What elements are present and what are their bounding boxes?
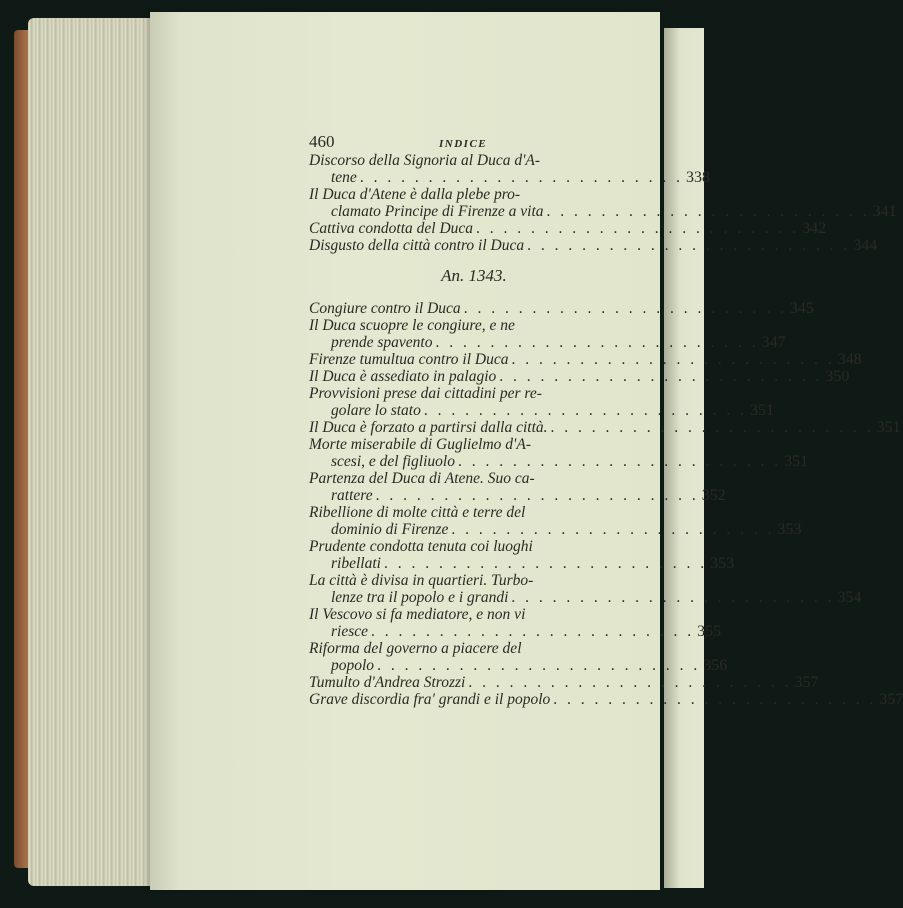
leader-dots: . . . . . . . . . . . . . . . . . . . . . . . .: [546, 203, 870, 220]
index-entry-page: 341: [872, 203, 897, 220]
leader-dots: . . . . . . . . . . . . . . . . . . . . . . . .: [463, 300, 787, 317]
index-entry-line: [309, 436, 599, 453]
index-entry: [309, 152, 710, 186]
leader-dots: . . . . . . . . . . . . . . . . . . . . . . . .: [457, 453, 782, 470]
leader-dots: . . . . . . . . . . . . . . . . . . . . . . . .: [383, 555, 708, 572]
leader-dots: . . . . . . . . . . . . . . . . . . . . . . . .: [553, 691, 877, 708]
index-entry: [309, 674, 819, 691]
index-entry-text: ribellati: [331, 555, 381, 572]
index-entry-text: Provvisioni prese dai cittadini per re-: [309, 385, 542, 402]
index-entry-line: [309, 419, 901, 436]
index-entry-page: 352: [701, 487, 726, 504]
index-entry-line: [309, 453, 809, 470]
index-entry-line: [309, 237, 878, 254]
index-entry-text: Il Duca è assediato in palagio: [309, 368, 497, 385]
index-entry-page: 355: [697, 623, 722, 640]
index-entry-text: popolo: [331, 657, 375, 674]
index-entry: [309, 368, 850, 385]
index-entry-line: [309, 504, 599, 521]
leader-dots: . . . . . . . . . . . . . . . . . . . . . . . .: [371, 623, 695, 640]
index-entry: [309, 470, 726, 504]
index-entry-line: [309, 351, 862, 368]
index-entry-text: Congiure contro il Duca: [309, 300, 461, 317]
index-entry-line: [309, 589, 862, 606]
running-head: INDICE: [439, 138, 488, 150]
index-entry-page: 351: [749, 402, 774, 419]
index-entry: [309, 640, 728, 674]
index-entry-line: [309, 521, 802, 538]
index-entry-text: Tumulto d'Andrea Strozzi: [309, 674, 466, 691]
index-entry-page: 351: [876, 419, 901, 436]
index-entry-text: scesi, e del figliuolo: [331, 453, 455, 470]
index-entry-line: [309, 674, 819, 691]
index-entry-text: Il Vescovo si fa mediatore, e non vi: [309, 606, 526, 623]
page-header: [309, 132, 599, 152]
index-entry-line: [309, 487, 726, 504]
leader-dots: . . . . . . . . . . . . . . . . . . . . . . . .: [451, 521, 775, 538]
index-entry-page: 353: [777, 521, 802, 538]
index-entry-page: 348: [837, 351, 862, 368]
index-entry-page: 347: [761, 334, 786, 351]
index-entry-text: Disgusto della città contro il Duca: [309, 237, 525, 254]
index-entry: [309, 317, 786, 351]
index-entry-text: Riforma del governo a piacere del: [309, 640, 522, 657]
index-entry-text: Discorso della Signoria al Duca d'A-: [309, 152, 541, 169]
index-entry-text: Ribellione di molte città e terre del: [309, 504, 526, 521]
index-entry-page: 338: [685, 169, 710, 186]
index-entry-page: 342: [802, 220, 827, 237]
index-entry-text: Firenze tumultua contro il Duca: [309, 351, 509, 368]
index-entry: [309, 538, 735, 572]
index-entry-line: [309, 300, 814, 317]
index-entry: [309, 351, 862, 368]
index-entry-line: [309, 402, 774, 419]
index-entry: [309, 691, 903, 708]
index-entry-text: Il Duca scuopre le congiure, e ne: [309, 317, 515, 334]
index-entry-text: dominio di Firenze: [331, 521, 449, 538]
index-entry-line: [309, 385, 599, 402]
index-entry: [309, 237, 878, 254]
index-entry: [309, 606, 722, 640]
index-entry-text: Cattiva condotta del Duca: [309, 220, 474, 237]
leader-dots: . . . . . . . . . . . . . . . . . . . . . . . .: [377, 657, 701, 674]
index-entry-text: Il Duca è forzato a partirsi dalla città.: [309, 419, 548, 436]
leader-dots: . . . . . . . . . . . . . . . . . . . . . . . .: [511, 351, 835, 368]
leader-dots: . . . . . . . . . . . . . . . . . . . . . . . .: [435, 334, 759, 351]
index-entry-line: [309, 606, 599, 623]
index-entry-line: [309, 203, 897, 220]
index-entry-line: [309, 220, 827, 237]
index-entry-page: 344: [853, 237, 878, 254]
index-entry-line: [309, 623, 722, 640]
index-entry-page: 345: [789, 300, 814, 317]
index-entry-page: 356: [703, 657, 728, 674]
index-entry-text: Morte miserabile di Guglielmo d'A-: [309, 436, 532, 453]
index-entry: [309, 419, 901, 436]
leader-dots: . . . . . . . . . . . . . . . . . . . . . . . .: [527, 237, 851, 254]
index-entry-page: 351: [784, 453, 809, 470]
entries-before: [309, 152, 897, 254]
year-heading: An. 1343.: [441, 266, 507, 285]
index-content: [309, 132, 903, 708]
index-entry-text: Prudente condotta tenuta coi luoghi: [309, 538, 533, 555]
index-entry: [309, 220, 827, 237]
index-entry-text: Il Duca d'Atene è dalla plebe pro-: [309, 186, 521, 203]
index-entry-line: [309, 657, 728, 674]
index-entry-line: [309, 640, 599, 657]
index-entry-text: tene: [331, 169, 357, 186]
page-number: 460: [309, 132, 335, 151]
index-entry-line: [309, 538, 599, 555]
index-entry-line: [309, 691, 903, 708]
index-entry: [309, 572, 862, 606]
index-entry: [309, 436, 809, 470]
leader-dots: . . . . . . . . . . . . . . . . . . . . . . . .: [511, 589, 835, 606]
index-entry-line: [309, 572, 599, 589]
leader-dots: . . . . . . . . . . . . . . . . . . . . . . . .: [468, 674, 792, 691]
index-entry-text: clamato Principe di Firenze a vita: [331, 203, 544, 220]
leader-dots: . . . . . . . . . . . . . . . . . . . . . . . .: [550, 419, 874, 436]
index-entry: [309, 385, 774, 419]
index-entry-line: [309, 470, 599, 487]
leader-dots: . . . . . . . . . . . . . . . . . . . . . . . .: [476, 220, 800, 237]
index-entry-text: riesce: [331, 623, 369, 640]
leader-dots: . . . . . . . . . . . . . . . . . . . . . . . .: [375, 487, 699, 504]
index-entry-page: 354: [837, 589, 862, 606]
entries-after: [309, 300, 903, 708]
index-entry: [309, 504, 802, 538]
index-entry-text: Partenza del Duca di Atene. Suo ca-: [309, 470, 535, 487]
index-entry-line: [309, 555, 735, 572]
leader-dots: . . . . . . . . . . . . . . . . . . . . . . . .: [499, 368, 823, 385]
index-entry-page: 353: [710, 555, 735, 572]
index-entry-text: prende spavento: [331, 334, 433, 351]
index-entry-line: [309, 317, 599, 334]
index-entry-page: 350: [825, 368, 850, 385]
leader-dots: . . . . . . . . . . . . . . . . . . . . . . . .: [423, 402, 747, 419]
index-entry-line: [309, 152, 599, 169]
leader-dots: . . . . . . . . . . . . . . . . . . . . . . . .: [359, 169, 683, 186]
page-stack-edges: [28, 18, 168, 886]
index-entry-line: [309, 186, 599, 203]
index-entry-page: 357: [879, 691, 903, 708]
index-entry-text: rattere: [331, 487, 373, 504]
index-entry-line: [309, 169, 710, 186]
index-entry: [309, 186, 897, 220]
index-entry: [309, 300, 814, 317]
index-entry-text: lenze tra il popolo e i grandi: [331, 589, 509, 606]
index-entry-line: [309, 334, 786, 351]
index-entry-line: [309, 368, 850, 385]
index-entry-text: Grave discordia fra' grandi e il popolo: [309, 691, 551, 708]
index-entry-page: 357: [794, 674, 819, 691]
index-entry-text: La città è divisa in quartieri. Turbo-: [309, 572, 534, 589]
index-entry-text: golare lo stato: [331, 402, 421, 419]
